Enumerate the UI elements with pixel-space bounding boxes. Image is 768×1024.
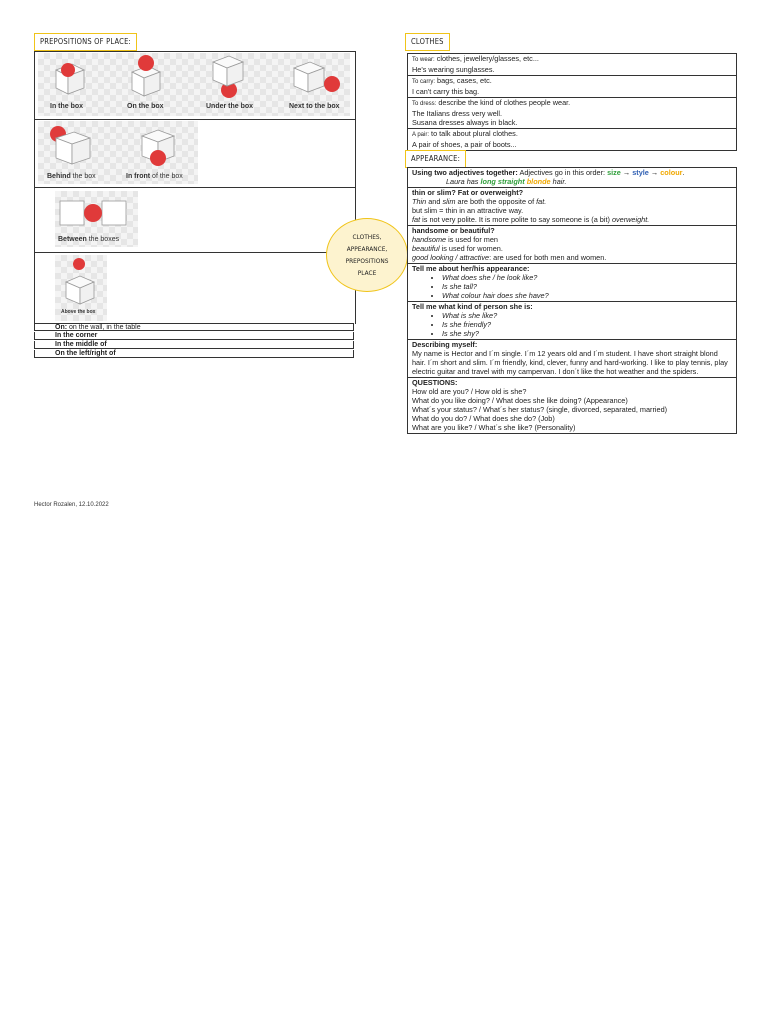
center-topic-circle: CLOTHES, APPEARANCE, PREPOSITIONS PLACE (326, 218, 408, 292)
caption-above-the-box: Above the box (61, 309, 96, 315)
caption-in-front-of-the-box: In front of the box (126, 173, 183, 180)
prep-row-on: On: on the wall, in the table (34, 323, 354, 331)
cube-between-the-boxes-icon (58, 198, 130, 228)
clothes-title: CLOTHES (405, 33, 450, 51)
prepositions-title: PREPOSITIONS OF PLACE: (34, 33, 137, 51)
cube-in-the-box-icon (52, 60, 88, 96)
prep-row-middle: In the middle of (34, 341, 354, 349)
caption-between-the-boxes: Between the boxes (58, 236, 120, 243)
cube-on-the-box-icon (128, 54, 164, 98)
cube-next-to-the-box-icon (290, 58, 346, 96)
caption-on-the-box: On the box (127, 103, 164, 110)
cube-above-the-box-icon (62, 256, 98, 306)
prep-row-left-right: On the left/right of (34, 350, 354, 358)
appearance-table: Using two adjectives together: Adjectives go in this order: size → style → colour. Laura has long straight blonde hair. thin or slim? Fat or overweight? Thin and slim are both the opposite of fat. but slim = thin in an attractive way. fat is not very polite. It is more polite to say someone is (a bit) overweight. handsome or beautiful? handsome is used for men beautiful is used for women. good looking / attractive: are used for both men and women. Tell me about her/his appearance: • What does she / he look like? • Is she tall? • What colour hair does she have? Tell me what kind of person she is: • What is she like? • Is she friendly? • Is she shy? Describing myself: My name is Hector and I´m single. I´m 12 years old and I´m student. I have short straight blond hair. I´m short and slim. I´m friendly, kind, clever, funny and hard-working. I like to play tennis, play electric guitar and travel with my campervan. I don´t like the hot weather and the spiders. QUESTIONS: How old are you? / How old is she? What do you like doing? / What does she like doing? (Appearance) What´s your status? / What´s her status? (single, divorced, separated, married) What do you do? / What does she do? (Job) What are you like? / What´s she like? (Personality) (407, 167, 737, 434)
cube-in-front-of-the-box-icon (138, 126, 180, 168)
caption-behind-the-box: Behind the box (47, 173, 96, 180)
footer-author-date: Hector Rozalen, 12.10.2022 (34, 502, 109, 508)
clothes-table: To wear: clothes, jewellery/glasses, etc... He's wearing sunglasses. To carry: bags, cases, etc. I can't carry this bag. To dress: describe the kind of clothes people wear. The Italians dress very well. Susana dresses always in black. A pair: to talk about plural clothes. A pair of shoes, a pair of boots... (407, 53, 737, 151)
appearance-title: APPEARANCE: (405, 150, 466, 168)
cube-under-the-box-icon (209, 54, 249, 100)
prep-row-corner: In the corner (34, 332, 354, 340)
caption-next-to-the-box: Next to the box (289, 103, 340, 110)
caption-under-the-box: Under the box (206, 103, 254, 110)
cube-behind-the-box-icon (48, 124, 94, 168)
caption-in-the-box: In the box (50, 103, 84, 110)
